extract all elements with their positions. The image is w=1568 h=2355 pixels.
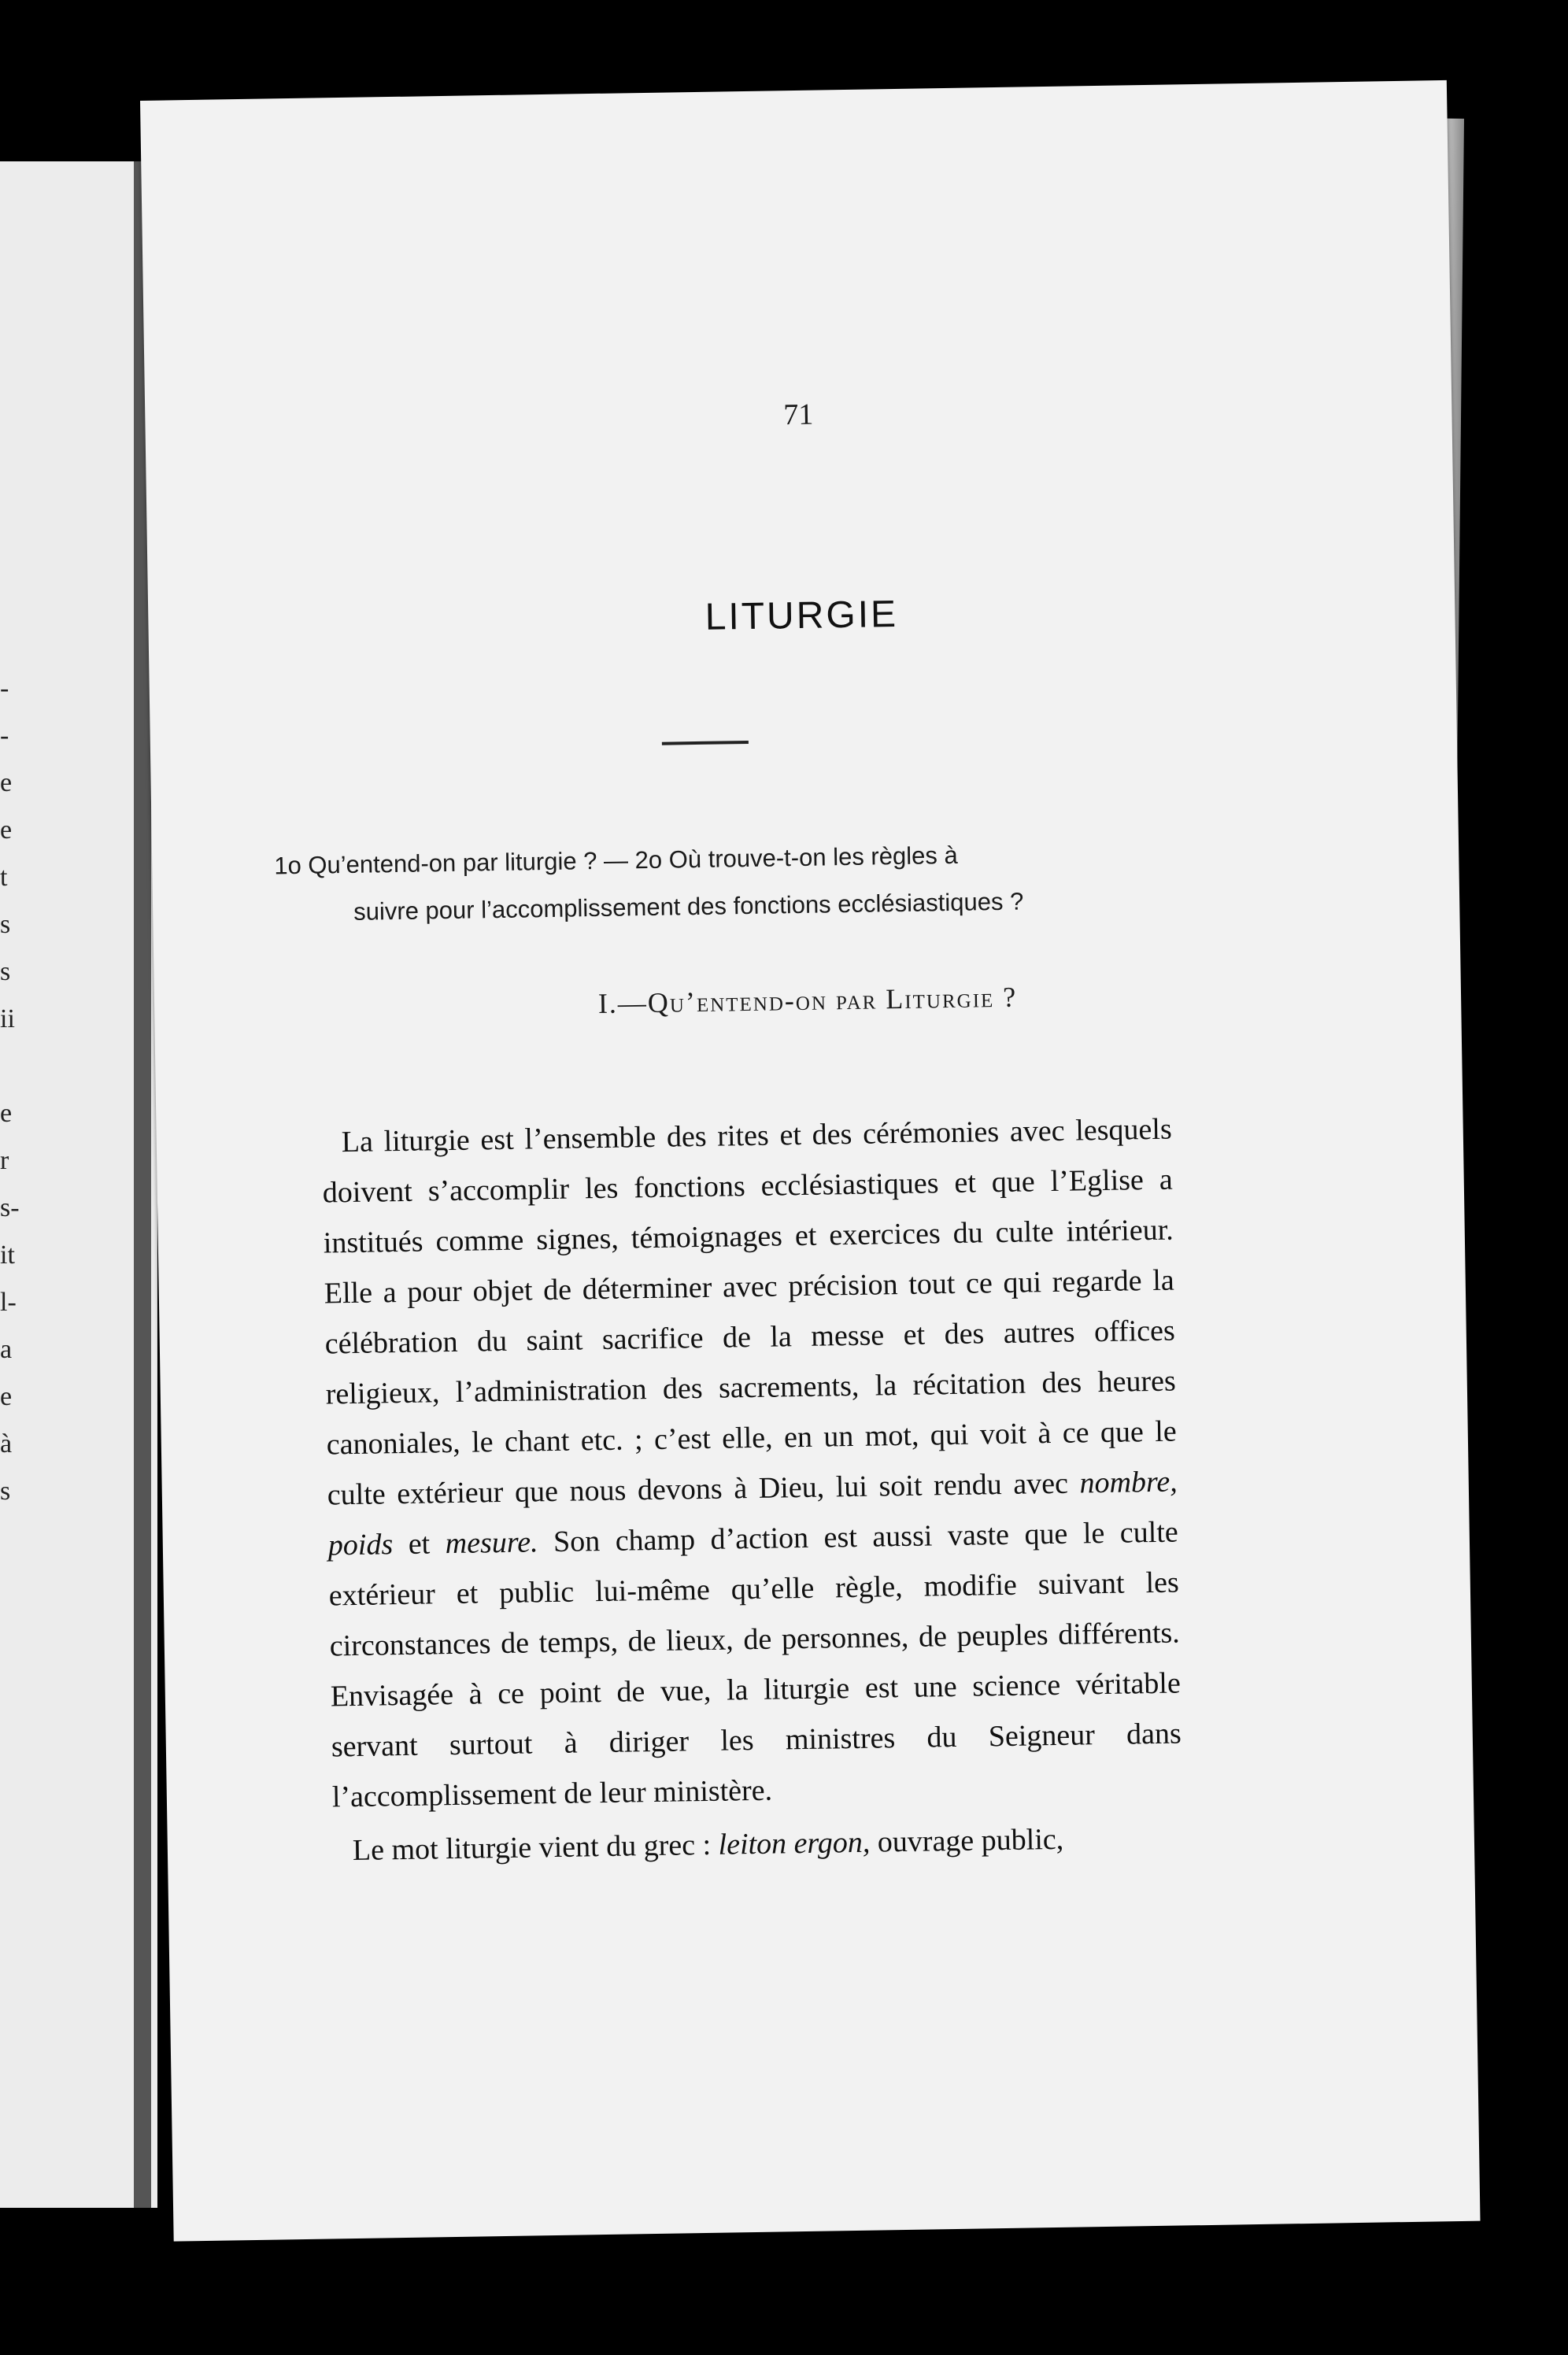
left-page-letter: a xyxy=(0,1335,13,1364)
left-page-letter: s xyxy=(0,957,11,986)
left-page-letter: ii xyxy=(0,1004,15,1033)
left-page-letter: t xyxy=(0,863,8,892)
summary-line: 1o Qu’entend-on par liturgie ? — 2o Où trouve-t-on les règles à xyxy=(274,841,958,880)
paragraph-text: ouvrage public, xyxy=(870,1822,1064,1859)
chapter-title: LITURGIE xyxy=(704,593,899,638)
paragraph-text: Son champ d’action est aussi vaste que le culte extérieur et public lui-même qu’elle règle, modifie suivant les circonstances de temps, de lieux, de personnes, de peuples différents. Envisagée à ce point de vue, la liturgie est une science véritable servant surtout à diriger les ministres du Seigneur dans l’accomplissement de leur ministère. xyxy=(328,1515,1182,1814)
left-page-letter: s- xyxy=(0,1193,20,1222)
paragraph-text: Le mot liturgie vient du grec : xyxy=(352,1828,719,1868)
italic-text: nombre, xyxy=(1079,1465,1178,1500)
paragraph xyxy=(332,1812,1183,1876)
left-page-letter: à xyxy=(0,1429,13,1458)
left-page-letter: s xyxy=(0,910,11,939)
left-page-letter: - xyxy=(0,721,9,750)
italic-text: poids xyxy=(327,1528,394,1562)
left-page-letter: it xyxy=(0,1240,15,1270)
body-text xyxy=(321,1104,1183,1880)
paragraph-text: et xyxy=(392,1527,446,1562)
left-page-letter: r xyxy=(0,1146,9,1175)
left-page-letter: s xyxy=(0,1477,11,1506)
main-page xyxy=(140,80,1481,2242)
section-heading: I.—Qu’entend-on par Liturgie ? xyxy=(597,981,1018,1019)
left-page-letter: e xyxy=(0,768,13,797)
page-number: 71 xyxy=(783,397,814,432)
summary-line: suivre pour l’accomplissement des fonctions ecclésiastiques ? xyxy=(353,887,1024,926)
paragraph-text: La liturgie est l’ensemble des rites et des cérémonies avec lesquels doivent s’accomplir les fonctions ecclésiastiques et que l’Eglise a institués comme signes, témoignages et exercices du culte intérieur. Elle a pour objet de déterminer avec précision tout ce qui regarde la célébration du saint sacrifice de la messe et des autres offices religieux, l’administration des sacrements, la récitation des heures canoniales, le chant etc. ; c’est elle, en un mot, qui voit à ce que le culte extérieur que nous devons à Dieu, lui soit rendu avec xyxy=(322,1112,1178,1512)
left-page-letter: - xyxy=(0,674,9,703)
left-page-letter: e xyxy=(0,1099,13,1128)
italic-text: leiton ergon, xyxy=(718,1825,871,1861)
left-page-letter xyxy=(0,1043,24,1090)
paragraph xyxy=(321,1104,1182,1823)
italic-text: mesure. xyxy=(445,1525,538,1561)
title-rule xyxy=(662,741,749,745)
left-page-letter: l- xyxy=(0,1288,17,1317)
left-page-edge-text xyxy=(0,665,24,1515)
chapter-summary xyxy=(274,826,1283,937)
left-page-letter: e xyxy=(0,1382,13,1411)
left-page-letter: e xyxy=(0,815,13,845)
